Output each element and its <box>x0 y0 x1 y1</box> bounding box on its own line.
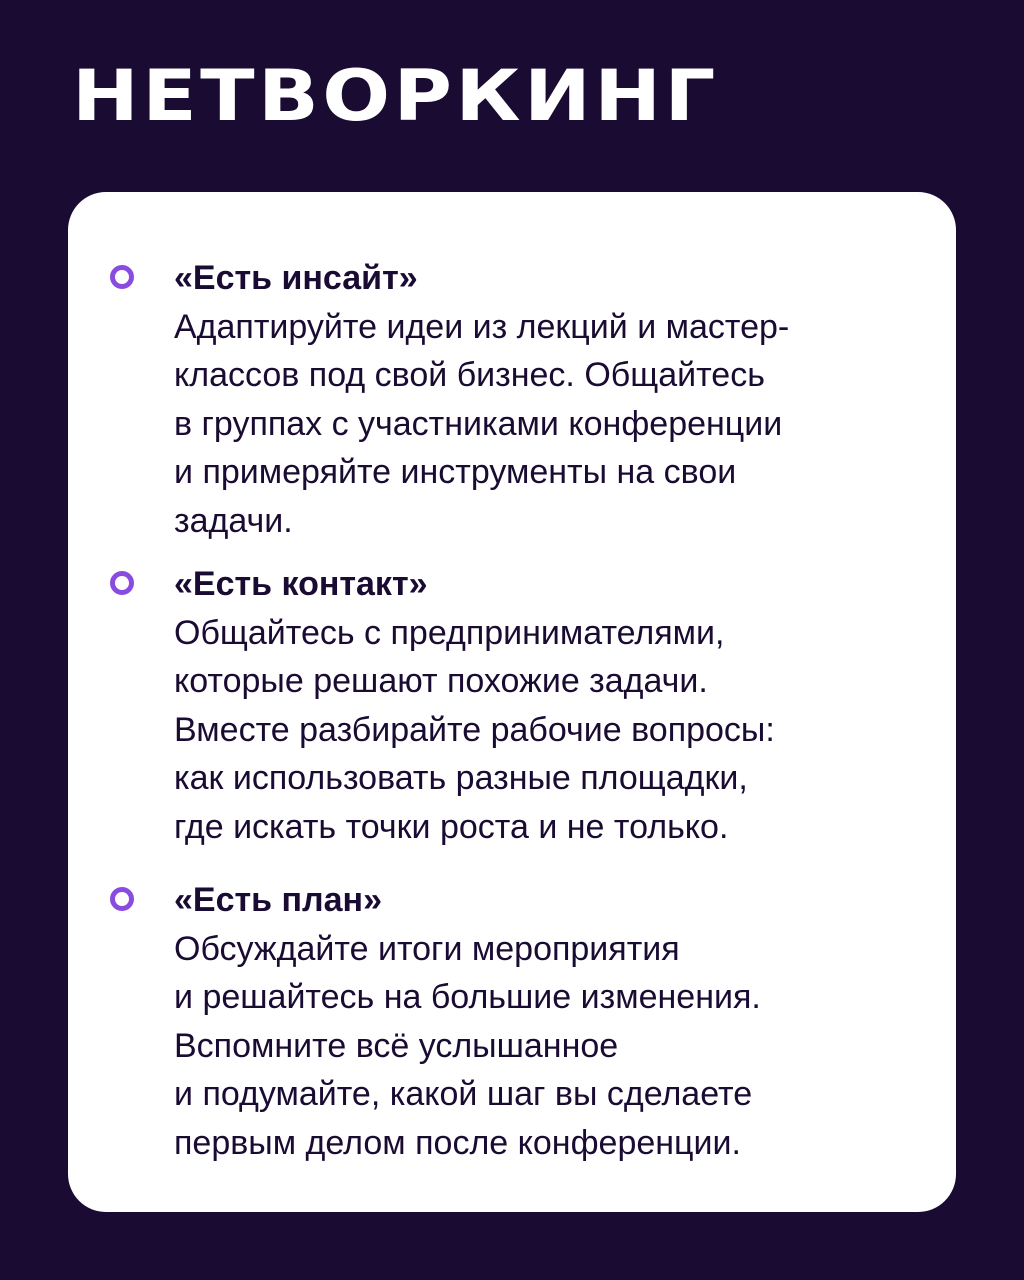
item-line: Вспомните всё услышанное <box>174 1026 619 1065</box>
item-text <box>174 560 914 851</box>
ring-bullet-icon <box>110 265 134 289</box>
ring-bullet-icon <box>110 571 134 595</box>
item-line: Вместе разбирайте рабочие вопросы: <box>174 710 775 749</box>
content-card <box>68 192 956 1212</box>
item-line: классов под свой бизнес. Общайтесь <box>174 356 765 394</box>
item-title: «Есть план» <box>174 881 382 919</box>
item-line: где искать точки роста и не только. <box>174 807 729 846</box>
item-line: в группах с участниками конференции <box>174 404 783 443</box>
item-text <box>174 254 914 545</box>
item-title: «Есть инсайт» <box>174 259 418 297</box>
item-line: как использовать разные площадки, <box>174 759 748 797</box>
item-line: Общайтесь с предпринимателями, <box>174 613 725 652</box>
item-line: Адаптируйте идеи из лекций и мастер- <box>174 307 790 346</box>
item-line: которые решают похожие задачи. <box>174 662 708 700</box>
item-line: и подумайте, какой шаг вы сделаете <box>174 1075 753 1113</box>
item-text <box>174 876 914 1167</box>
item-line: Обсуждайте итоги мероприятия <box>174 929 680 968</box>
item-title: «Есть контакт» <box>174 565 428 603</box>
page-title: НЕТВОРКИНГ <box>72 55 719 137</box>
item-line: задачи. <box>174 501 293 540</box>
item-line: и решайтесь на большие изменения. <box>174 978 761 1016</box>
item-line: и примеряйте инструменты на свои <box>174 453 737 491</box>
ring-bullet-icon <box>110 887 134 911</box>
item-line: первым делом после конференции. <box>174 1123 741 1162</box>
